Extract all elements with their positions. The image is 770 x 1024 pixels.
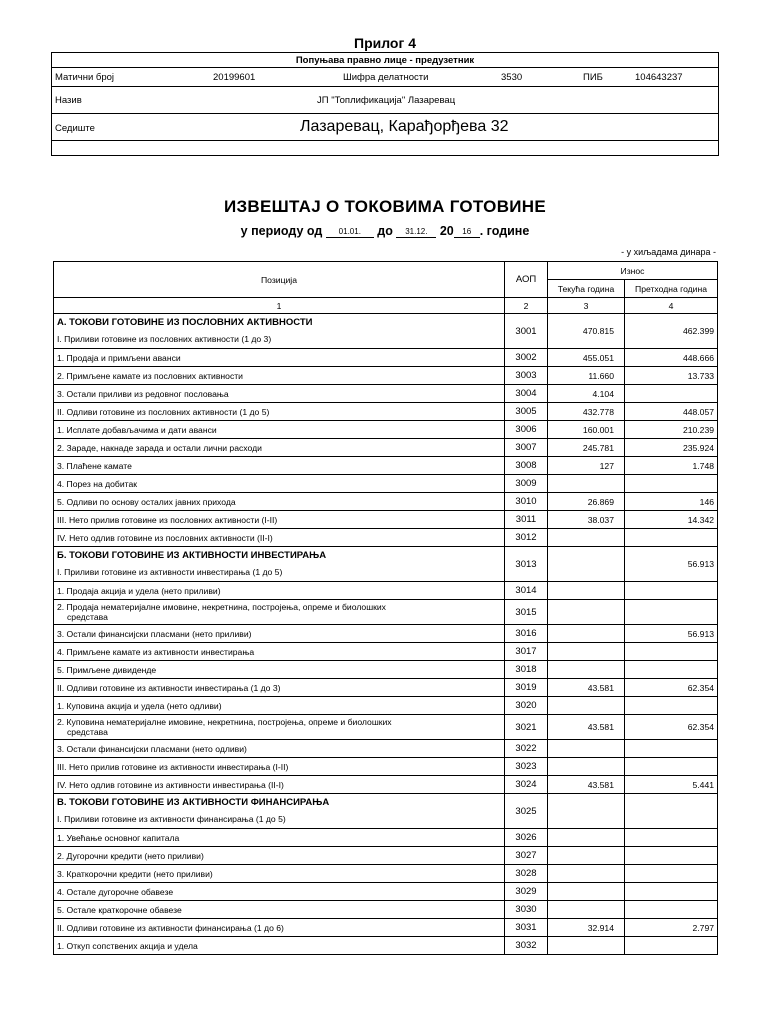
- row-current-year-cell: [548, 883, 625, 901]
- row-label: 4. Остале дугорочне обавезе: [57, 886, 174, 897]
- row-previous-year-cell: 14.342: [625, 511, 718, 529]
- row-position-cell: [54, 547, 505, 582]
- table-row: [54, 740, 718, 758]
- row-current-year-cell: [548, 901, 625, 919]
- row-aop-cell: 3028: [505, 865, 548, 883]
- row-label: 4. Порез на добитак: [57, 478, 138, 489]
- row-label: 5. Остале краткорочне обавезе: [57, 904, 182, 915]
- row-position-cell: [54, 421, 505, 439]
- row-position-cell: [54, 661, 505, 679]
- row-aop-cell: 3026: [505, 829, 548, 847]
- row-previous-year-cell: 62.354: [625, 715, 718, 740]
- period-prefix: у периоду од: [240, 224, 323, 238]
- row-aop-cell: 3032: [505, 937, 548, 955]
- row-previous-year-cell: 448.666: [625, 349, 718, 367]
- row-aop-cell: 3016: [505, 625, 548, 643]
- row-previous-year-cell: [625, 829, 718, 847]
- row-label: 1. Куповина акција и удела (нето одливи): [57, 700, 222, 711]
- row-label: 3. Остали приливи из редовног пословања: [57, 388, 229, 399]
- row-label: 3. Остали финансијски пласмани (нето приливи): [57, 628, 252, 639]
- row-aop-cell: 3018: [505, 661, 548, 679]
- row-previous-year-cell: [625, 937, 718, 955]
- col-number-3: 3: [548, 298, 625, 314]
- row-label: I. Приливи готовине из пословних активности (1 до 3): [57, 334, 272, 344]
- row-position-cell: [54, 758, 505, 776]
- row-aop-cell: 3020: [505, 697, 548, 715]
- legal-form-label: Попуњава правно лице - предузетник: [52, 53, 719, 68]
- row-position-cell: [54, 865, 505, 883]
- table-row: [54, 421, 718, 439]
- row-aop-cell: 3027: [505, 847, 548, 865]
- table-row: [54, 547, 718, 582]
- row-current-year-cell: [548, 829, 625, 847]
- row-label: 2. Примљене камате из пословних активности: [57, 370, 243, 381]
- row-current-year-cell: 38.037: [548, 511, 625, 529]
- row-position-cell: [54, 403, 505, 421]
- name-row: [52, 87, 719, 114]
- row-aop-cell: 3024: [505, 776, 548, 794]
- row-aop-cell: 3004: [505, 385, 548, 403]
- row-current-year-cell: 11.660: [548, 367, 625, 385]
- table-row: [54, 403, 718, 421]
- report-period: [0, 224, 770, 238]
- unit-note: - у хиљадама динара -: [621, 247, 716, 257]
- section-heading: В. ТОКОВИ ГОТОВИНЕ ИЗ АКТИВНОСТИ ФИНАНСИРАЊА: [57, 797, 330, 808]
- row-previous-year-cell: 5.441: [625, 776, 718, 794]
- row-aop-cell: 3021: [505, 715, 548, 740]
- row-label: IV. Нето одлив готовине из активности инвестирања (II-I): [57, 779, 284, 790]
- row-position-cell: [54, 625, 505, 643]
- row-position-cell: [54, 457, 505, 475]
- table-row: [54, 715, 718, 740]
- row-aop-cell: 3001: [505, 314, 548, 349]
- row-current-year-cell: 455.051: [548, 349, 625, 367]
- table-row: [54, 776, 718, 794]
- row-position-cell: [54, 679, 505, 697]
- row-previous-year-cell: [625, 385, 718, 403]
- year-suffix: 16: [454, 226, 480, 238]
- row-current-year-cell: [548, 740, 625, 758]
- row-previous-year-cell: [625, 643, 718, 661]
- table-row: [54, 661, 718, 679]
- table-row: [54, 475, 718, 493]
- row-label: 4. Примљене камате из активности инвестирања: [57, 646, 255, 657]
- row-label: II. Одливи готовине из пословних активности (1 до 5): [57, 406, 270, 417]
- row-previous-year-cell: 2.797: [625, 919, 718, 937]
- row-previous-year-cell: [625, 529, 718, 547]
- row-position-cell: [54, 385, 505, 403]
- row-position-cell: [54, 740, 505, 758]
- row-current-year-cell: 43.581: [548, 679, 625, 697]
- row-previous-year-cell: 13.733: [625, 367, 718, 385]
- row-current-year-cell: [548, 865, 625, 883]
- table-row: [54, 829, 718, 847]
- row-current-year-cell: [548, 475, 625, 493]
- period-end: . године: [479, 224, 530, 238]
- table-row: [54, 758, 718, 776]
- row-label: 1. Откуп сопствених акција и удела: [57, 940, 198, 951]
- seat-label: Седиште: [55, 123, 95, 134]
- row-current-year-cell: [548, 625, 625, 643]
- table-row: [54, 349, 718, 367]
- row-current-year-cell: [548, 582, 625, 600]
- row-current-year-cell: [548, 697, 625, 715]
- row-current-year-cell: 43.581: [548, 715, 625, 740]
- row-label: II. Одливи готовине из активности инвестирања (1 до 3): [57, 682, 281, 693]
- section-heading: А. ТОКОВИ ГОТОВИНЕ ИЗ ПОСЛОВНИХ АКТИВНОСТИ: [57, 317, 313, 328]
- row-previous-year-cell: 146: [625, 493, 718, 511]
- row-previous-year-cell: [625, 847, 718, 865]
- row-position-cell: [54, 582, 505, 600]
- row-current-year-cell: 32.914: [548, 919, 625, 937]
- row-previous-year-cell: [625, 901, 718, 919]
- row-previous-year-cell: [625, 865, 718, 883]
- annex-title: Прилог 4: [354, 35, 416, 51]
- activity-label: Шифра делатности: [343, 71, 429, 83]
- row-position-cell: [54, 367, 505, 385]
- row-position-cell: [54, 901, 505, 919]
- table-row: [54, 600, 718, 625]
- cash-flow-table: [53, 261, 718, 955]
- row-aop-cell: 3030: [505, 901, 548, 919]
- row-position-cell: [54, 829, 505, 847]
- col-aop-header: АОП: [505, 262, 548, 298]
- row-label: 3. Остали финансијски пласмани (нето одливи): [57, 743, 247, 754]
- row-position-cell: [54, 529, 505, 547]
- row-previous-year-cell: 56.913: [625, 547, 718, 582]
- row-position-cell: [54, 697, 505, 715]
- row-current-year-cell: 160.001: [548, 421, 625, 439]
- row-aop-cell: 3025: [505, 794, 548, 829]
- col-position-header: Позиција: [54, 262, 505, 298]
- row-aop-cell: 3019: [505, 679, 548, 697]
- table-row: [54, 679, 718, 697]
- row-label: I. Приливи готовине из активности инвестирања (1 до 5): [57, 567, 283, 577]
- row-aop-cell: 3023: [505, 758, 548, 776]
- table-row: [54, 901, 718, 919]
- row-previous-year-cell: [625, 582, 718, 600]
- row-label: III. Нето прилив готовине из пословних активности (I-II): [57, 514, 278, 525]
- table-row: [54, 865, 718, 883]
- row-label: 5. Примљене дивиденде: [57, 664, 157, 675]
- row-aop-cell: 3008: [505, 457, 548, 475]
- row-label: 1. Продаја акција и удела (нето приливи): [57, 585, 221, 596]
- name-value: ЈП "Топлификација" Лазаревац: [317, 94, 456, 106]
- row-position-cell: [54, 493, 505, 511]
- col-number-1: 1: [54, 298, 505, 314]
- row-label: 3. Плаћене камате: [57, 460, 132, 471]
- row-aop-cell: 3011: [505, 511, 548, 529]
- row-current-year-cell: [548, 643, 625, 661]
- table-row: [54, 697, 718, 715]
- row-previous-year-cell: [625, 600, 718, 625]
- row-current-year-cell: [548, 937, 625, 955]
- row-position-cell: [54, 776, 505, 794]
- table-body: [54, 314, 718, 955]
- row-position-cell: [54, 794, 505, 829]
- row-position-cell: [54, 715, 505, 740]
- row-previous-year-cell: [625, 661, 718, 679]
- row-current-year-cell: [548, 794, 625, 829]
- row-aop-cell: 3014: [505, 582, 548, 600]
- row-current-year-cell: [548, 847, 625, 865]
- row-label: I. Приливи готовине из активности финансирања (1 до 5): [57, 814, 286, 824]
- id-value: 20199601: [213, 71, 256, 83]
- row-previous-year-cell: [625, 883, 718, 901]
- row-position-cell: [54, 919, 505, 937]
- row-previous-year-cell: [625, 794, 718, 829]
- row-label-continuation: средстава: [67, 612, 108, 622]
- row-label: 2. Куповина нематеријалне имовине, некретнина, постројења, опреме и биолошких: [57, 717, 392, 727]
- row-aop-cell: 3015: [505, 600, 548, 625]
- row-aop-cell: 3007: [505, 439, 548, 457]
- seat-value: Лазаревац, Карађорђева 32: [300, 118, 509, 135]
- section-heading: Б. ТОКОВИ ГОТОВИНЕ ИЗ АКТИВНОСТИ ИНВЕСТИРАЊА: [57, 550, 327, 561]
- pib-label: ПИБ: [583, 71, 603, 83]
- row-current-year-cell: [548, 529, 625, 547]
- row-aop-cell: 3002: [505, 349, 548, 367]
- row-label: 5. Одливи по основу осталих јавних прихода: [57, 496, 236, 507]
- name-label: Назив: [55, 94, 82, 106]
- row-current-year-cell: 470.815: [548, 314, 625, 349]
- table-row: [54, 919, 718, 937]
- table-row: [54, 511, 718, 529]
- row-position-cell: [54, 314, 505, 349]
- row-aop-cell: 3003: [505, 367, 548, 385]
- row-previous-year-cell: [625, 697, 718, 715]
- year-prefix: 20: [439, 224, 454, 238]
- row-label: 2. Зараде, накнаде зарада и остали лични расходи: [57, 442, 262, 453]
- table-row: [54, 493, 718, 511]
- row-current-year-cell: 4.104: [548, 385, 625, 403]
- report-title: ИЗВЕШТАЈ О ТОКОВИМА ГОТОВИНЕ: [223, 197, 547, 216]
- row-label-continuation: средстава: [67, 727, 108, 737]
- table-row: [54, 643, 718, 661]
- row-aop-cell: 3029: [505, 883, 548, 901]
- row-aop-cell: 3017: [505, 643, 548, 661]
- row-current-year-cell: 127: [548, 457, 625, 475]
- table-row: [54, 883, 718, 901]
- table-row: [54, 625, 718, 643]
- row-current-year-cell: [548, 600, 625, 625]
- row-aop-cell: 3005: [505, 403, 548, 421]
- period-to: 31.12.: [396, 226, 436, 238]
- period-to-label: до: [377, 224, 393, 238]
- company-info-box: [51, 52, 719, 156]
- activity-value: 3530: [501, 71, 523, 83]
- row-label: IV. Нето одлив готовине из пословних активности (II-I): [57, 532, 273, 543]
- row-position-cell: [54, 511, 505, 529]
- row-previous-year-cell: 62.354: [625, 679, 718, 697]
- blank-row: [52, 141, 719, 156]
- row-position-cell: [54, 475, 505, 493]
- row-position-cell: [54, 600, 505, 625]
- row-previous-year-cell: 448.057: [625, 403, 718, 421]
- table-row: [54, 937, 718, 955]
- row-previous-year-cell: [625, 740, 718, 758]
- row-current-year-cell: 26.869: [548, 493, 625, 511]
- row-previous-year-cell: 56.913: [625, 625, 718, 643]
- id-label: Матични број: [55, 71, 115, 83]
- row-current-year-cell: 432.778: [548, 403, 625, 421]
- row-label: 3. Краткорочни кредити (нето приливи): [57, 868, 213, 879]
- id-row: [52, 68, 719, 87]
- row-current-year-cell: 43.581: [548, 776, 625, 794]
- row-previous-year-cell: 462.399: [625, 314, 718, 349]
- col-number-2: 2: [505, 298, 548, 314]
- row-label: 2. Дугорочни кредити (нето приливи): [57, 850, 204, 861]
- row-aop-cell: 3022: [505, 740, 548, 758]
- row-position-cell: [54, 883, 505, 901]
- row-current-year-cell: 245.781: [548, 439, 625, 457]
- row-label: 2. Продаја нематеријалне имовине, некретнина, постројења, опреме и биолошких: [57, 602, 386, 612]
- seat-row: [52, 114, 719, 141]
- row-aop-cell: 3009: [505, 475, 548, 493]
- row-position-cell: [54, 847, 505, 865]
- pib-value: 104643237: [635, 71, 683, 83]
- row-label: 1. Исплате добављачима и дати аванси: [57, 424, 217, 435]
- table-row: [54, 314, 718, 349]
- table-row: [54, 794, 718, 829]
- row-previous-year-cell: 235.924: [625, 439, 718, 457]
- row-current-year-cell: [548, 661, 625, 679]
- row-label: II. Одливи готовине из активности финансирања (1 до 6): [57, 922, 284, 933]
- row-current-year-cell: [548, 547, 625, 582]
- row-aop-cell: 3010: [505, 493, 548, 511]
- table-row: [54, 367, 718, 385]
- row-previous-year-cell: 1.748: [625, 457, 718, 475]
- table-row: [54, 529, 718, 547]
- row-label: 1. Увећање основног капитала: [57, 832, 180, 843]
- col-number-4: 4: [625, 298, 718, 314]
- row-position-cell: [54, 439, 505, 457]
- row-aop-cell: 3006: [505, 421, 548, 439]
- row-previous-year-cell: 210.239: [625, 421, 718, 439]
- row-position-cell: [54, 937, 505, 955]
- col-previous-year-header: Претходна година: [625, 280, 718, 298]
- col-current-year-header: Текућа година: [548, 280, 625, 298]
- row-previous-year-cell: [625, 475, 718, 493]
- table-row: [54, 385, 718, 403]
- row-current-year-cell: [548, 758, 625, 776]
- row-label: 1. Продаја и примљени аванси: [57, 352, 181, 363]
- table-row: [54, 457, 718, 475]
- table-row: [54, 582, 718, 600]
- table-row: [54, 847, 718, 865]
- row-aop-cell: 3012: [505, 529, 548, 547]
- row-position-cell: [54, 643, 505, 661]
- row-aop-cell: 3031: [505, 919, 548, 937]
- period-from: 01.01.: [326, 226, 374, 238]
- row-previous-year-cell: [625, 758, 718, 776]
- row-position-cell: [54, 349, 505, 367]
- table-row: [54, 439, 718, 457]
- col-amount-header: Износ: [548, 262, 718, 280]
- row-aop-cell: 3013: [505, 547, 548, 582]
- row-label: III. Нето прилив готовине из активности инвестирања (I-II): [57, 761, 289, 772]
